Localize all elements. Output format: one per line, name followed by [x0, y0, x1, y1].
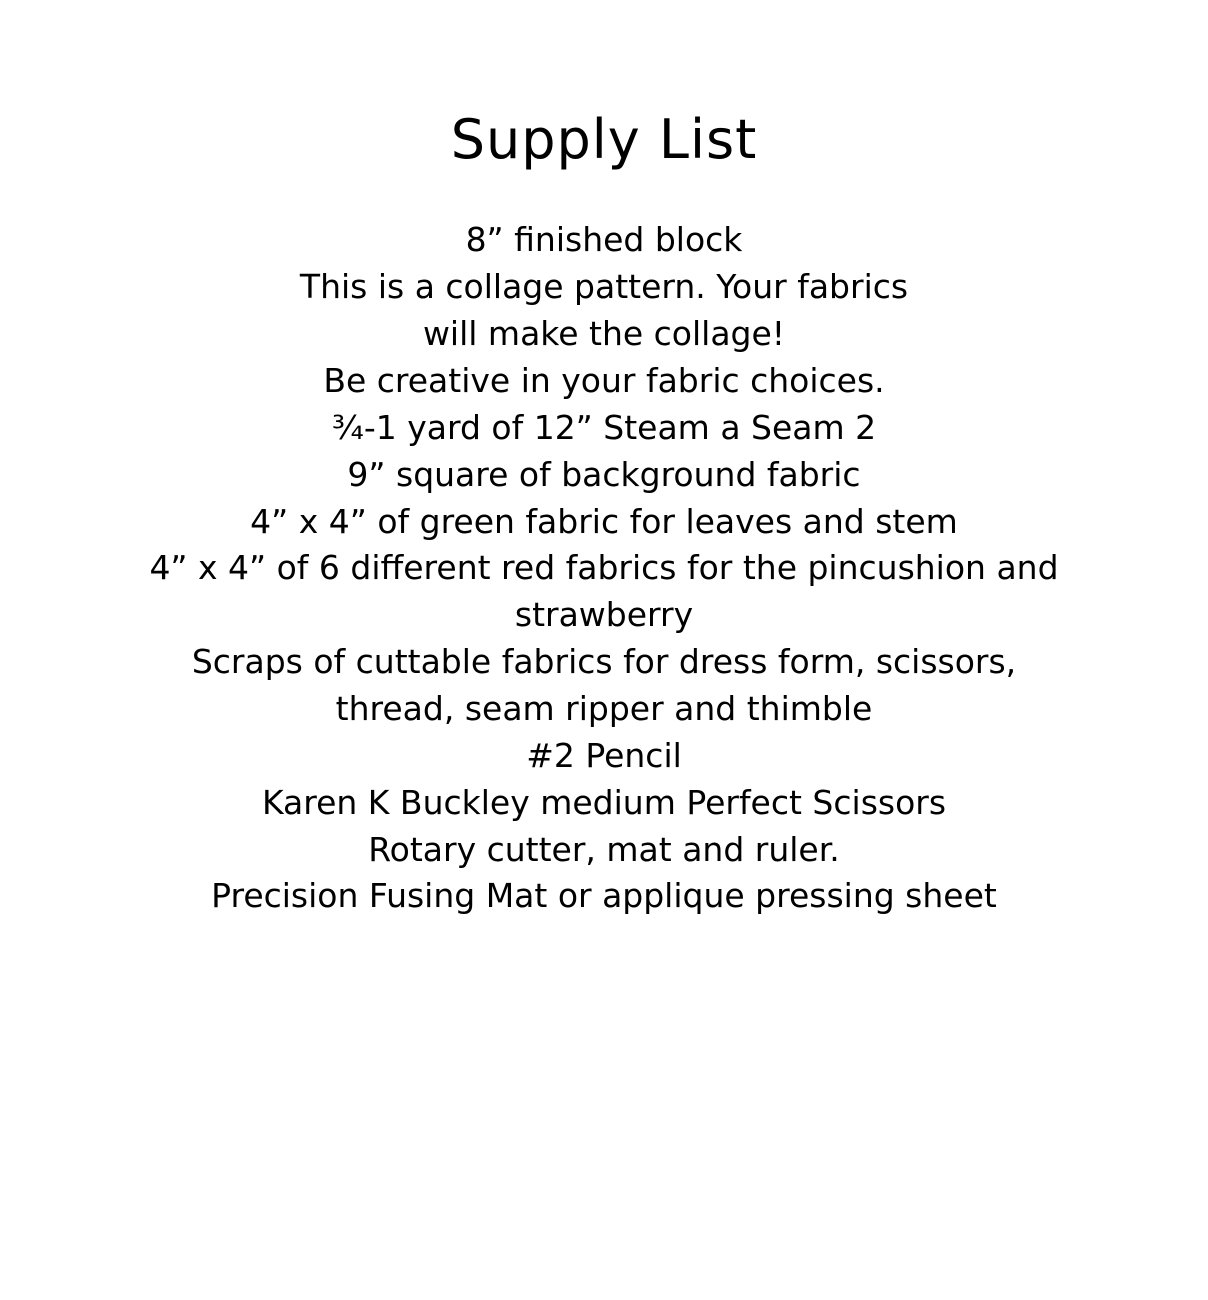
list-item: Scraps of cuttable fabrics for dress form, scissors, — [191, 642, 1017, 682]
list-item: 9” square of background fabric — [347, 454, 861, 494]
list-item: thread, seam ripper and thimble — [335, 688, 873, 728]
page-title: Supply List — [450, 108, 758, 171]
list-item: 8” finished block — [465, 220, 743, 260]
list-item: #2 Pencil — [526, 735, 682, 775]
supply-list-body — [0, 217, 1208, 920]
list-item: This is a collage pattern. Your fabrics — [299, 267, 909, 307]
list-item: Be creative in your fabric choices. — [323, 360, 885, 400]
list-item: strawberry — [514, 595, 694, 635]
list-item: will make the collage! — [422, 314, 786, 354]
list-item: ¾-1 yard of 12” Steam a Seam 2 — [331, 407, 877, 447]
list-item: Karen K Buckley medium Perfect Scissors — [261, 782, 947, 822]
list-item: 4” x 4” of green fabric for leaves and stem — [250, 501, 958, 541]
list-item: Rotary cutter, mat and ruler. — [368, 829, 840, 869]
list-item: Precision Fusing Mat or applique pressing sheet — [211, 876, 997, 916]
list-item: 4” x 4” of 6 different red fabrics for the pincushion and — [149, 548, 1059, 588]
